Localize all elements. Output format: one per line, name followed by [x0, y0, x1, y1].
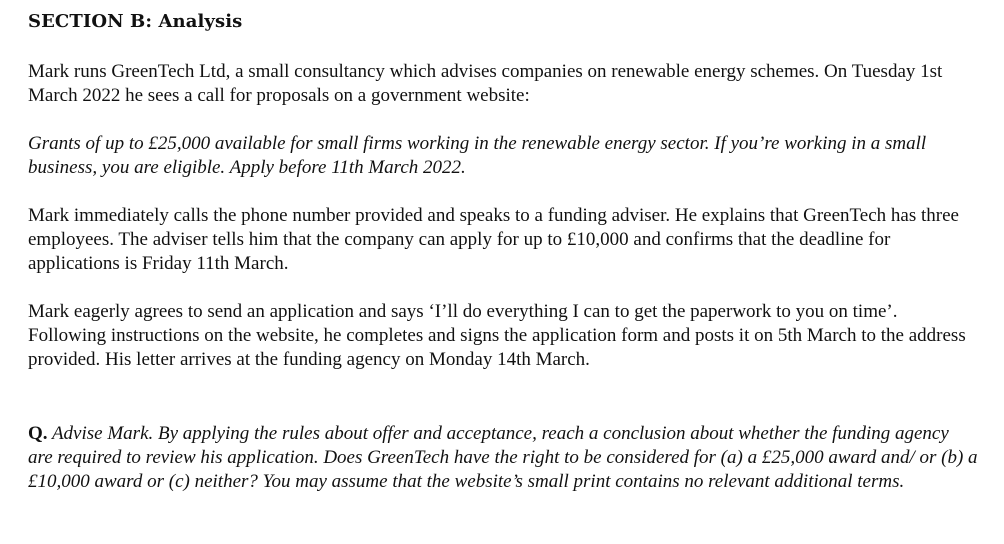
question-block: [28, 422, 978, 494]
grant-announcement-quote: Grants of up to £25,000 available for small firms working in the renewable energy sector. If you’re working in a small business, you are eligible. Apply before 11th March 2022.: [28, 133, 927, 178]
question-label: Q.: [28, 423, 48, 444]
question-text: Advise Mark. By applying the rules about offer and acceptance, reach a conclusion about whether the funding agency are required to review his application. Does GreenTech have the right to be considered for (a) a £25,000 award and/ or (b) a £10,000 award or (c) neither? You may assume that the website’s small print contains no relevant additional terms.: [28, 423, 978, 492]
document-page: [28, 10, 978, 494]
scenario-paragraph-application: Mark eagerly agrees to send an application and says ‘I’ll do everything I can to get the paperwork to you on time’. Following instructions on the website, he completes and signs the application form and posts it on 5th March to the address provided. His letter arrives at the funding agency on Monday 14th March.: [28, 301, 966, 370]
section-title: SECTION B: Analysis: [28, 11, 243, 32]
scenario-paragraph-phone-call: Mark immediately calls the phone number provided and speaks to a funding adviser. He explains that GreenTech has three employees. The adviser tells him that the company can apply for up to £10,000 and confirms that the deadline for applications is Friday 11th March.: [28, 205, 959, 274]
scenario-paragraph-intro: Mark runs GreenTech Ltd, a small consultancy which advises companies on renewable energy schemes. On Tuesday 1st March 2022 he sees a call for proposals on a government website:: [28, 61, 943, 106]
